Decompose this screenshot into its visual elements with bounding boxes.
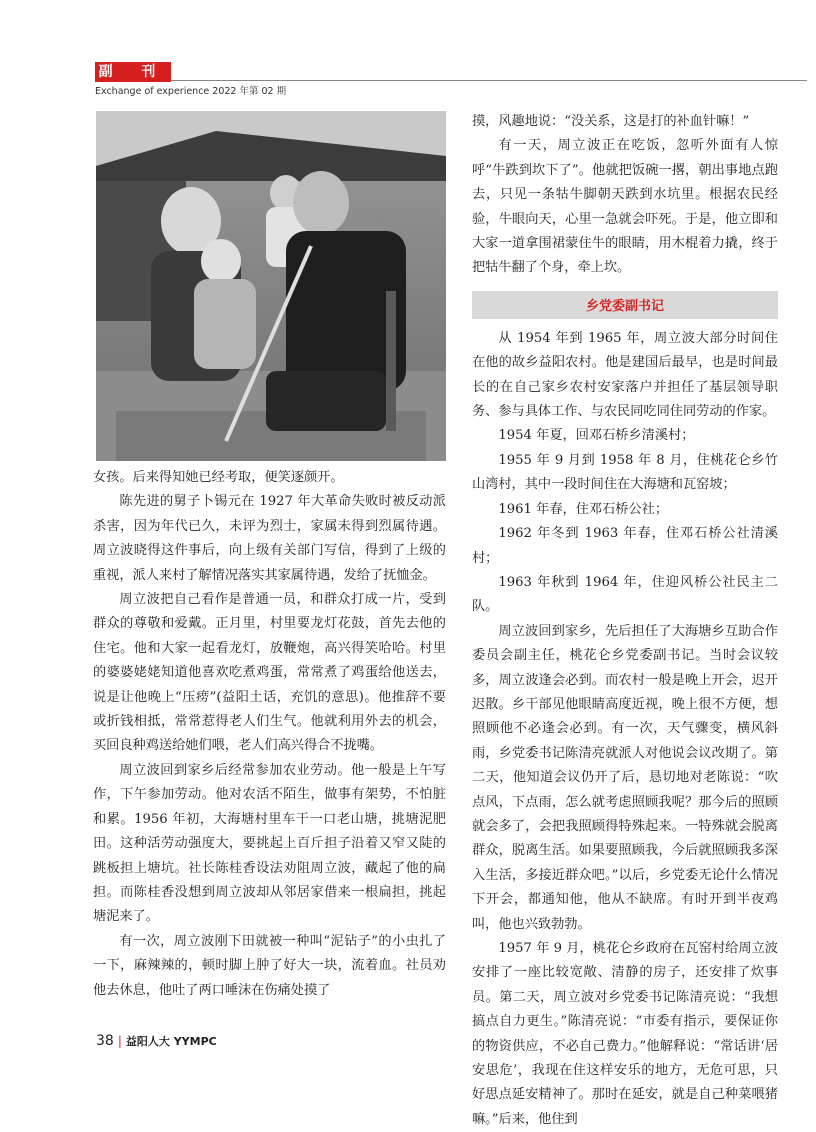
paragraph: 摸，风趣地说：“没关系，这是打的补血针嘛！”: [472, 114, 750, 129]
paragraph: 周立波回到家乡后经常参加农业劳动。他一般是上午写作，下午参加劳动。他对农活不陌生，做事有架势，不怕脏和累。1956 年初，大海塘村里车干一口老山塘，挑塘泥肥田。这种活劳动强度大，要挑起上百斤担子沿着又窄又陡的跳板担上塘坑。社长陈桂香设法劝阻周立波，藏起了他的扁担。而陈桂香没想到周立波却从邻居家借来一根扁担，挑起塘泥来了。: [93, 762, 446, 925]
paragraph: 女孩。后来得知她已经考取，便笑逐颜开。: [93, 470, 344, 485]
section-heading: 乡党委副书记: [585, 298, 664, 314]
paragraph: 1954 年夏，回邓石桥乡清溪村；: [498, 428, 695, 444]
paragraph: 1962 年冬到 1963 年春，住邓石桥公社清溪村；: [472, 526, 778, 566]
section-heading-box: [472, 291, 778, 319]
paragraph: 1955 年 9 月到 1958 年 8 月，住桃花仑乡竹山湾村，其中一段时间住在大海塘和瓦窑坡；: [472, 452, 778, 493]
left-column: [93, 466, 446, 1003]
historical-photo: [96, 111, 446, 461]
page-number: 38: [96, 1033, 114, 1049]
magazine-name: 益阳人大 YYMPC: [125, 1035, 217, 1048]
paragraph: 有一天，周立波正在吃饭，忽听外面有人惊呼“牛跌到坎下了”。他就把饭碗一撂，朝出事地点跑去，只见一条牯牛脚朝天跌到水坑里。根据农民经验，牛眼向天，心里一急就会吓死。于是，他立即和大家一道拿围裙蒙住牛的眼睛，用木棍着力撬，终于把牯牛翻了个身，牵上坎。: [472, 138, 778, 276]
right-column: [472, 110, 778, 1132]
photo-illustration: [96, 111, 446, 461]
issue-subtitle: Exchange of experience 2022 年第 02 期: [95, 86, 287, 97]
paragraph: 1957 年 9 月，桃花仑乡政府在瓦窑村给周立波安排了一座比较宽敞、清静的房子，还安排了炊事员。第二天，周立波对乡党委书记陈清亮说：“我想搞点自力更生。”陈清亮说：“市委有指示，要保证你的物资供应，不必自己费力。”他解释说：“常话讲‘居安思危’，我现在住这样安乐的地方，无危可思，只好思点延安精神了。那时在延安，就是自己种菜喂猪嘛。”后来，他住到: [472, 941, 778, 1127]
paragraph: 周立波把自己看作是普通一员，和群众打成一片，受到群众的尊敬和爱戴。正月里，村里要龙灯花鼓，首先去他的住宅。他和大家一起看龙灯，放鞭炮，高兴得笑哈哈。村里的婆婆姥姥知道他喜欢吃煮鸡蛋，常常煮了鸡蛋给他送去，说是让他晚上“压痨”(益阳土话，充饥的意思)。他推辞不要或折钱相抵，常常惹得老人们生气。他就利用外去的机会，买回良种鸡送给她们喂，老人们高兴得合不拢嘴。: [93, 592, 446, 754]
header-rule: [171, 80, 807, 81]
section-tag: 副 刊: [95, 62, 171, 82]
page-footer: [96, 1033, 217, 1049]
paragraph: 从 1954 年到 1965 年，周立波大部分时间住在他的故乡益阳农村。他是建国后最早，也是时间最长的在自己家乡农村安家落户并担任了基层领导职务、参与具体工作、与农民同吃同住同劳动的作家。: [472, 330, 778, 420]
paragraph: 1963 年秋到 1964 年，住迎风桥公社民主二队。: [472, 574, 778, 615]
footer-divider: |: [117, 1034, 122, 1048]
paragraph: 陈先进的舅子卜锡元在 1927 年大革命失败时被反动派杀害，因为年代已久，未评为烈士，家属未得到烈属待遇。周立波晓得这件事后，向上级有关部门写信，得到了上级的重视，派人来村了解情况落实其家属待遇，发给了抚恤金。: [93, 494, 446, 583]
paragraph: 有一次，周立波刚下田就被一种叫“泥钻子”的小虫扎了一下，麻辣辣的，顿时脚上肿了好大一块，流着血。社员劝他去休息，他吐了两口唾沫在伤痛处摸了: [93, 933, 446, 998]
paragraph: 1961 年春，住邓石桥公社；: [498, 501, 669, 517]
paragraph: 周立波回到家乡，先后担任了大海塘乡互助合作委员会副主任，桃花仑乡党委副书记。当时会议较多，周立波逢会必到。而农村一般是晚上开会，迟开迟散。乡干部见他眼睛高度近视，晚上很不方便，想照顾他不必逢会必到。有一次，天气骤变，横风斜雨，乡党委书记陈清亮就派人对他说会议改期了。第二天，他知道会议仍开了后，恳切地对老陈说：“吹点风，下点雨，怎么就考虑照顾我呢？那今后的照顾就会多了，会把我照顾得特殊起来。一特殊就会脱离群众，脱离生活。如果要照顾我，今后就照顾我多深入生活，多接近群众吧。”以后，乡党委无论什么情况下开会，都通知他，他从不缺席。有时开到半夜鸡叫，他也兴致勃勃。: [472, 623, 778, 932]
